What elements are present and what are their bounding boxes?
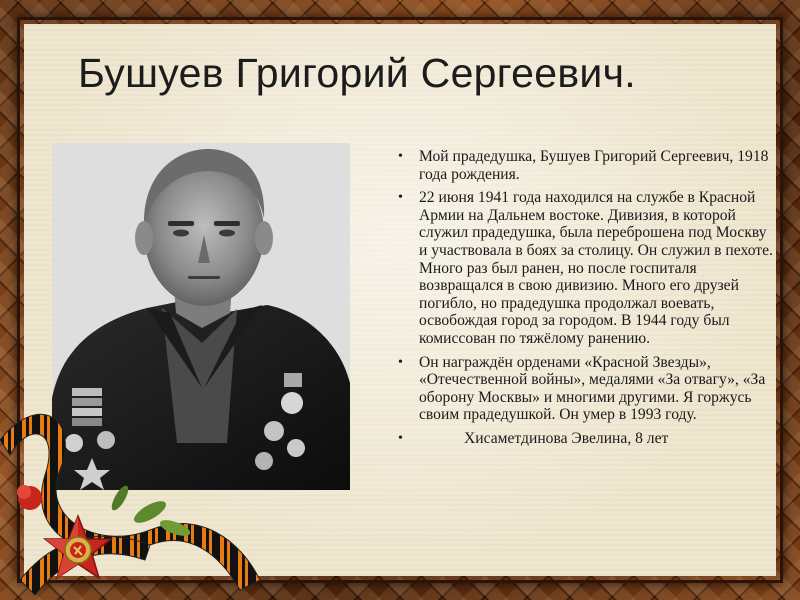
bullet-icon: • <box>398 190 403 206</box>
bullet-icon: • <box>398 430 403 446</box>
bullet-icon: • <box>398 354 403 370</box>
slide-title: Бушуев Григорий Сергеевич. <box>78 50 636 96</box>
st-george-ribbon-icon <box>0 380 300 600</box>
list-item-signature: • Хисаметдинова Эвелина, 8 лет <box>398 429 669 447</box>
bullet-list <box>396 148 774 454</box>
list-item: • Мой прадедушка, Бушуев Григорий Сергеевич, 1918 года рождения. <box>398 148 769 183</box>
bullet-icon: • <box>398 149 403 164</box>
list-item: • 22 июня 1941 года находился на службе в Красной Армии на Дальнем востоке. Дивизия, в которой служил прадедушка, была переброшена под Москву и участвовала в боях за столицу. Он служил в пехоте. Много раз был ранен, но после госпиталя возвращался в свою дивизию. Много его друзей погибло, но прадедушка продолжал воевать, освобождая город за городом. В 1944 году был комиссован по тяжёлому ранению. <box>398 189 773 347</box>
list-item: • Он награждён орденами «Красной Звезды», «Отечественной войны», медалями «За отвагу», «За оборону Москвы» и многими другими. Я горжусь своим прадедушкой. Он умер в 1993 году. <box>398 353 766 424</box>
